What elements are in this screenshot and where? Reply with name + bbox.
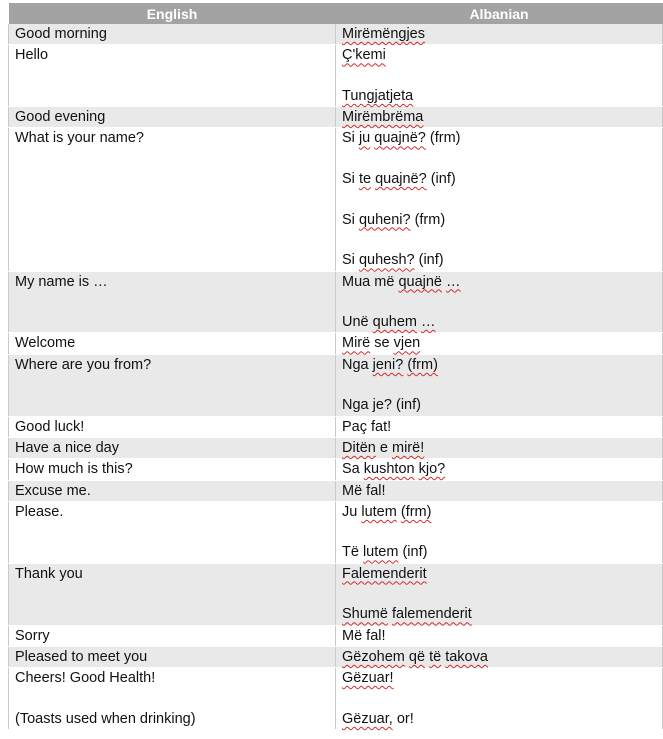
albanian-line: Paç fat! [342,418,392,435]
albanian-line [342,522,656,542]
english-cell [9,333,336,354]
albanian-cell [336,459,663,480]
english-line: Have a nice day [15,439,119,456]
english-cell [9,501,336,563]
table-row [9,459,663,480]
albanian-line: Tungjatjeta [342,87,414,104]
phrase-table [8,3,663,730]
albanian-line [342,292,656,312]
albanian-line: Gëzuar, or! [342,710,414,727]
english-line: Where are you from? [15,356,152,373]
english-line: Hello [15,47,49,64]
albanian-cell [336,563,663,625]
albanian-cell [336,128,663,271]
english-cell [9,416,336,437]
albanian-line [342,375,656,395]
header-english: English [9,3,336,24]
table-row [9,625,663,646]
albanian-cell [336,625,663,646]
english-line: (Toasts used when drinking) [15,710,196,727]
table-row [9,24,663,45]
table-row [9,563,663,625]
header-albanian: Albanian [336,3,663,24]
albanian-line: Ju lutem (frm) [342,503,432,520]
table-row [9,128,663,271]
table-row [9,416,663,437]
albanian-line [342,689,656,709]
albanian-cell [336,668,663,730]
english-line: Good evening [15,109,106,126]
albanian-line: Të lutem (inf) [342,544,428,561]
header-row [9,3,663,24]
english-line: Please. [15,503,64,520]
english-cell [9,625,336,646]
albanian-line: Si quheni? (frm) [342,211,446,228]
albanian-line: Si ju quajnë? (frm) [342,130,461,147]
albanian-line: Nga je? (inf) [342,397,421,414]
albanian-cell [336,333,663,354]
albanian-cell [336,271,663,333]
english-cell [9,107,336,128]
table-row [9,333,663,354]
table-row [9,354,663,416]
english-line [15,689,329,709]
albanian-cell [336,501,663,563]
albanian-line: Më fal! [342,627,386,644]
albanian-cell [336,24,663,45]
english-cell [9,45,336,107]
albanian-cell [336,416,663,437]
english-line: Pleased to meet you [15,648,148,665]
english-cell [9,459,336,480]
english-line: My name is … [15,273,108,290]
albanian-cell [336,45,663,107]
english-line: Sorry [15,627,50,644]
albanian-line: Mirëmëngjes [342,26,425,42]
english-line: Cheers! Good Health! [15,670,156,687]
albanian-cell [336,480,663,501]
albanian-line [342,66,656,86]
table-row [9,437,663,458]
albanian-line [342,230,656,250]
english-cell [9,563,336,625]
albanian-line: Mirë se vjen [342,335,421,352]
albanian-line [342,149,656,169]
english-line: How much is this? [15,461,133,478]
albanian-line: Si te quajnë? (inf) [342,171,456,188]
english-line: Thank you [15,565,83,582]
albanian-line: Nga jeni? (frm) [342,356,438,373]
albanian-line: Shumë falemenderit [342,606,472,623]
albanian-line: Ditën e mirë! [342,439,425,456]
english-cell [9,646,336,667]
english-cell [9,24,336,45]
english-line: Good morning [15,26,107,42]
albanian-cell [336,107,663,128]
english-line: What is your name? [15,130,144,147]
table-row [9,646,663,667]
albanian-line: Gëzohem që të takova [342,648,488,665]
albanian-line: Si quhesh? (inf) [342,252,444,269]
albanian-line: Ç'kemi [342,47,386,64]
english-cell [9,668,336,730]
albanian-line: Falemenderit [342,565,427,582]
table-row [9,501,663,563]
table-row [9,45,663,107]
english-cell [9,271,336,333]
albanian-line [342,189,656,209]
english-line: Excuse me. [15,482,91,499]
albanian-cell [336,354,663,416]
english-line: Good luck! [15,418,85,435]
albanian-line: Mua më quajnë … [342,273,461,290]
albanian-line [342,584,656,604]
table-row [9,107,663,128]
english-cell [9,480,336,501]
english-cell [9,128,336,271]
english-line: Welcome [15,335,76,352]
albanian-line: Unë quhem … [342,314,436,331]
albanian-line: Më fal! [342,482,386,499]
english-cell [9,437,336,458]
table-row [9,480,663,501]
albanian-cell [336,437,663,458]
albanian-line: Gëzuar! [342,670,394,687]
albanian-line: Sa kushton kjo? [342,461,446,478]
table-row [9,271,663,333]
albanian-cell [336,646,663,667]
english-cell [9,354,336,416]
albanian-line: Mirëmbrëma [342,109,424,126]
table-row [9,668,663,730]
